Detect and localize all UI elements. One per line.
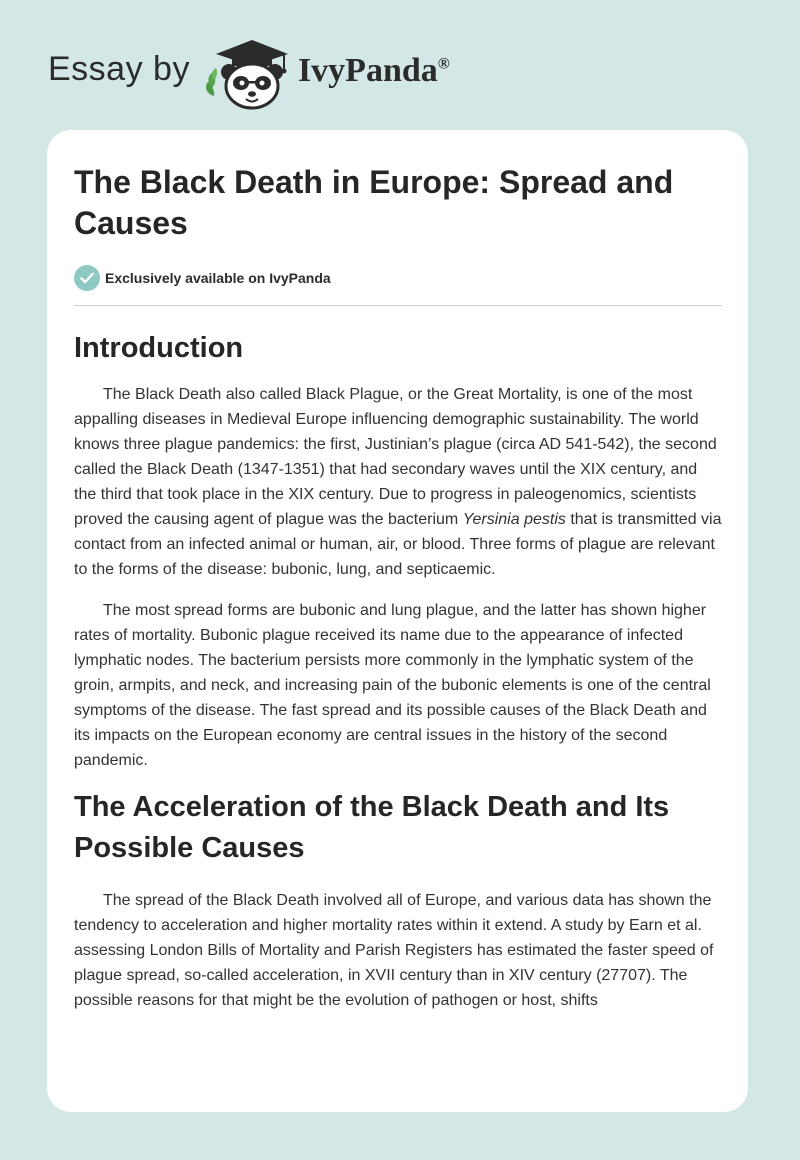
paragraph bbox=[74, 382, 722, 582]
exclusive-badge bbox=[74, 265, 722, 306]
section-heading-acceleration: The Acceleration of the Black Death and Its Possible Causes bbox=[74, 791, 670, 864]
check-icon bbox=[74, 265, 100, 291]
exclusive-label: Exclusively available on IvyPanda bbox=[105, 270, 331, 286]
checkmark-glyph bbox=[80, 272, 94, 284]
essay-by-label: Essay by bbox=[48, 49, 190, 88]
section-heading-introduction: Introduction bbox=[74, 332, 244, 364]
paragraph: The most spread forms are bubonic and lung plague, and the latter has shown higher rates of mortality. Bubonic plague received its name due to the appearance of infected lymphatic nodes. The bacterium persists more commonly in the lymphatic system of the groin, armpits, and neck, and increasing pain of the bubonic elements is one of the central symptoms of the disease. The fast spread and its possible causes of the Black Death and its impacts on the European economy are central issues in the history of the second pandemic. bbox=[74, 602, 711, 769]
site-header bbox=[48, 36, 450, 110]
registered-mark: ® bbox=[437, 55, 450, 73]
paragraph-text: The Black Death also called Black Plague, or the Great Mortality, is one of the most appalling diseases in Medieval Europe influencing demographic sustainability. The world knows three plague pandemics: the first, Justinian’s plague (circa AD 541-542), the second called the Black Death (1347-1351) that had secondary waves until the XIX century, and the third that took place in the XIX century. Due to progress in paleogenomics, scientists proved the causing agent of plague was the bacterium bbox=[74, 386, 717, 528]
essay-card bbox=[47, 130, 748, 1112]
paragraph-text: that is transmitted via contact from an infected animal or human, air, or blood. Three forms of plague are relevant to the forms of the disease: bubonic, lung, and septicaemic. bbox=[74, 511, 722, 578]
brand-name[interactable] bbox=[298, 52, 450, 90]
essay-title: The Black Death in Europe: Spread and Causes bbox=[74, 164, 674, 241]
paragraph: The spread of the Black Death involved all of Europe, and various data has shown the tendency to acceleration and higher mortality rates within it extend. A study by Earn et al. assessing London Bills of Mortality and Parish Registers has estimated the faster speed of plague spread, so-called acceleration, in XVII century than in XIV century (27707). The possible reasons for that might be the evolution of pathogen or host, shifts bbox=[74, 892, 714, 1009]
brand-text: IvyPanda bbox=[297, 52, 438, 89]
species-name: Yersinia pestis bbox=[462, 511, 566, 528]
panda-graduate-icon[interactable] bbox=[202, 36, 294, 110]
